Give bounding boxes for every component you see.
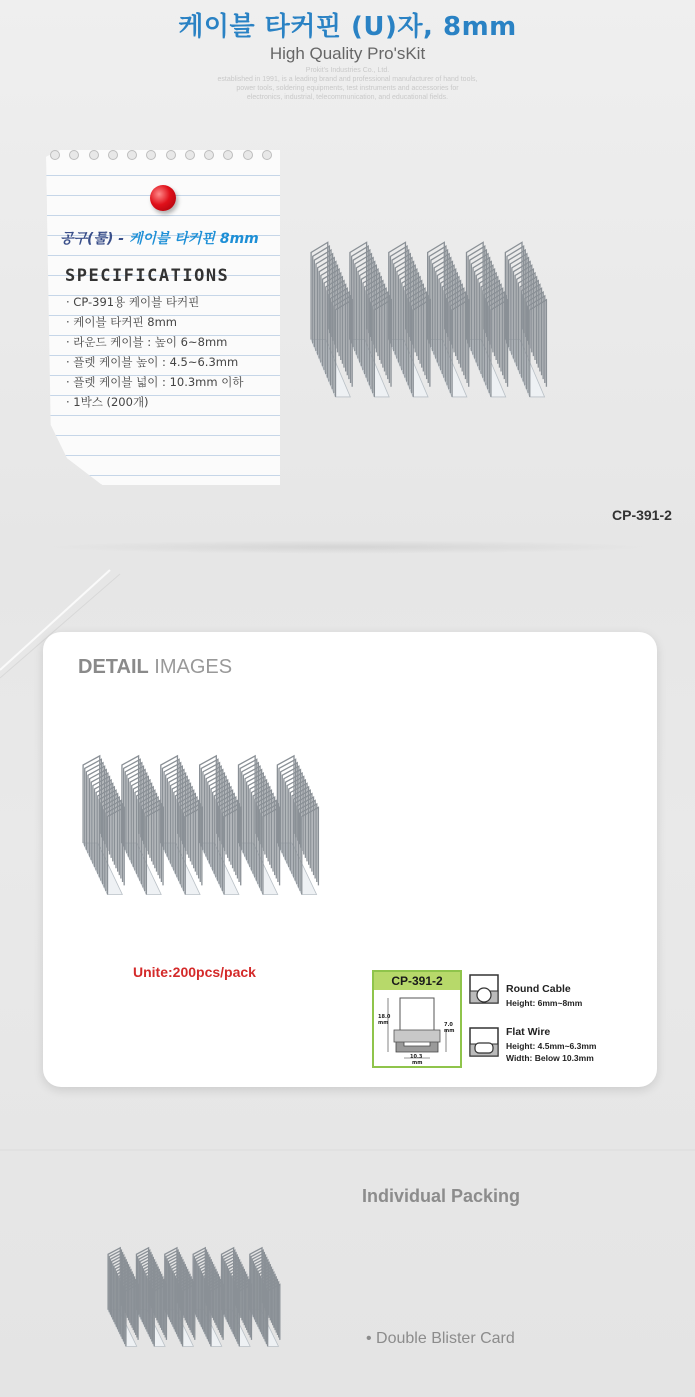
staple-strip <box>239 756 280 895</box>
binding-hole <box>50 150 60 160</box>
binding-hole <box>127 150 137 160</box>
notepad-binding-holes <box>50 150 272 164</box>
heading-category: 공구(툴) - <box>60 231 129 247</box>
individual-packing-title: Individual Packing <box>362 1186 521 1206</box>
round-cable-spec: Height: 6mm~8mm <box>506 998 583 1008</box>
notepad-heading <box>60 228 259 248</box>
svg-text:mm: mm <box>444 1028 455 1034</box>
spec-list <box>66 292 243 412</box>
company-line: electronics, industrial, telecommunication, and educational fields. <box>246 94 449 101</box>
company-description <box>180 66 515 102</box>
section-divider <box>0 1130 695 1170</box>
svg-text:mm: mm <box>412 1060 423 1066</box>
svg-text:18.0: 18.0 <box>378 1014 391 1020</box>
binding-hole <box>243 150 253 160</box>
page-title: 케이블 타커핀 (U)자, 8mm <box>178 12 517 42</box>
staple-strip <box>200 756 241 895</box>
binding-hole <box>146 150 156 160</box>
staple-strips-image <box>300 180 670 470</box>
specifications-title: SPECIFICATIONS <box>65 266 230 286</box>
product-image <box>300 180 670 470</box>
binding-hole <box>69 150 79 160</box>
company-line: Prokit's Industries Co., Ltd. <box>305 67 390 74</box>
page-subtitle: High Quality Pro'sKit <box>269 44 426 63</box>
staple-strip <box>136 1248 166 1347</box>
staple-strips-image <box>100 1208 370 1393</box>
staple-strip <box>108 1248 138 1347</box>
packing-item: • Double Blister Card <box>366 1330 515 1347</box>
staple-strip <box>193 1248 223 1347</box>
svg-text:10.3: 10.3 <box>410 1054 423 1060</box>
binding-hole <box>166 150 176 160</box>
detail-title-rest: IMAGES <box>148 656 233 678</box>
flat-wire-width: Width: Below 10.3mm <box>506 1053 594 1063</box>
staple-strip <box>428 242 469 397</box>
detail-images-title <box>78 656 232 679</box>
binding-hole <box>204 150 214 160</box>
staple-strip <box>83 756 124 895</box>
staple-dimension-icon <box>374 990 460 1066</box>
staple-strip <box>122 756 163 895</box>
spec-item: · 1박스 (200개) <box>66 395 149 409</box>
push-pin-icon <box>150 185 176 211</box>
detail-title-bold: DETAIL <box>78 656 149 678</box>
packing-product-image <box>100 1208 370 1393</box>
company-line: established in 1991, is a leading brand and professional manufacturer of hand tools, <box>217 76 478 83</box>
staple-strip <box>505 242 546 397</box>
spec-item: · 케이블 타커핀 8mm <box>66 315 177 329</box>
diagram-model: CP-391-2 <box>374 972 460 990</box>
svg-text:mm: mm <box>378 1020 389 1026</box>
staple-strip <box>250 1248 280 1347</box>
flat-wire-height: Height: 4.5mm~6.3mm <box>506 1041 597 1051</box>
spec-item: · CP-391용 케이블 타커핀 <box>66 295 200 309</box>
staple-strips-image <box>72 700 442 960</box>
flat-wire-icon <box>468 1026 500 1058</box>
spec-item: · 라운드 케이블 : 높이 6~8mm <box>66 335 228 349</box>
company-line: power tools, soldering equipments, test instruments and accessories for <box>236 85 459 92</box>
round-cable-icon <box>468 973 500 1005</box>
detail-product-image <box>72 700 442 960</box>
binding-hole <box>223 150 233 160</box>
svg-text:7.0: 7.0 <box>444 1022 453 1028</box>
binding-hole <box>89 150 99 160</box>
section-divider-shadow <box>40 540 655 554</box>
binding-hole <box>108 150 118 160</box>
staple-strip <box>350 242 391 397</box>
staple-strip <box>467 242 508 397</box>
staple-strip <box>222 1248 252 1347</box>
flat-wire-label: Flat Wire <box>506 1026 551 1038</box>
spec-item: · 플렛 케이블 넓이 : 10.3mm 이하 <box>66 375 244 389</box>
round-cable-label: Round Cable <box>506 983 571 995</box>
unit-label: Unite:200pcs/pack <box>133 964 256 980</box>
dimension-diagram <box>372 970 462 1068</box>
staple-strip <box>311 242 352 397</box>
heading-product: 케이블 타커핀 8mm <box>128 231 259 247</box>
staple-strip <box>277 756 318 895</box>
staple-strip <box>389 242 430 397</box>
model-number: CP-391-2 <box>612 507 672 523</box>
binding-hole <box>262 150 272 160</box>
staple-strip <box>165 1248 195 1347</box>
binding-hole <box>185 150 195 160</box>
spec-item: · 플렛 케이블 높이 : 4.5~6.3mm <box>66 355 239 369</box>
staple-strip <box>161 756 202 895</box>
